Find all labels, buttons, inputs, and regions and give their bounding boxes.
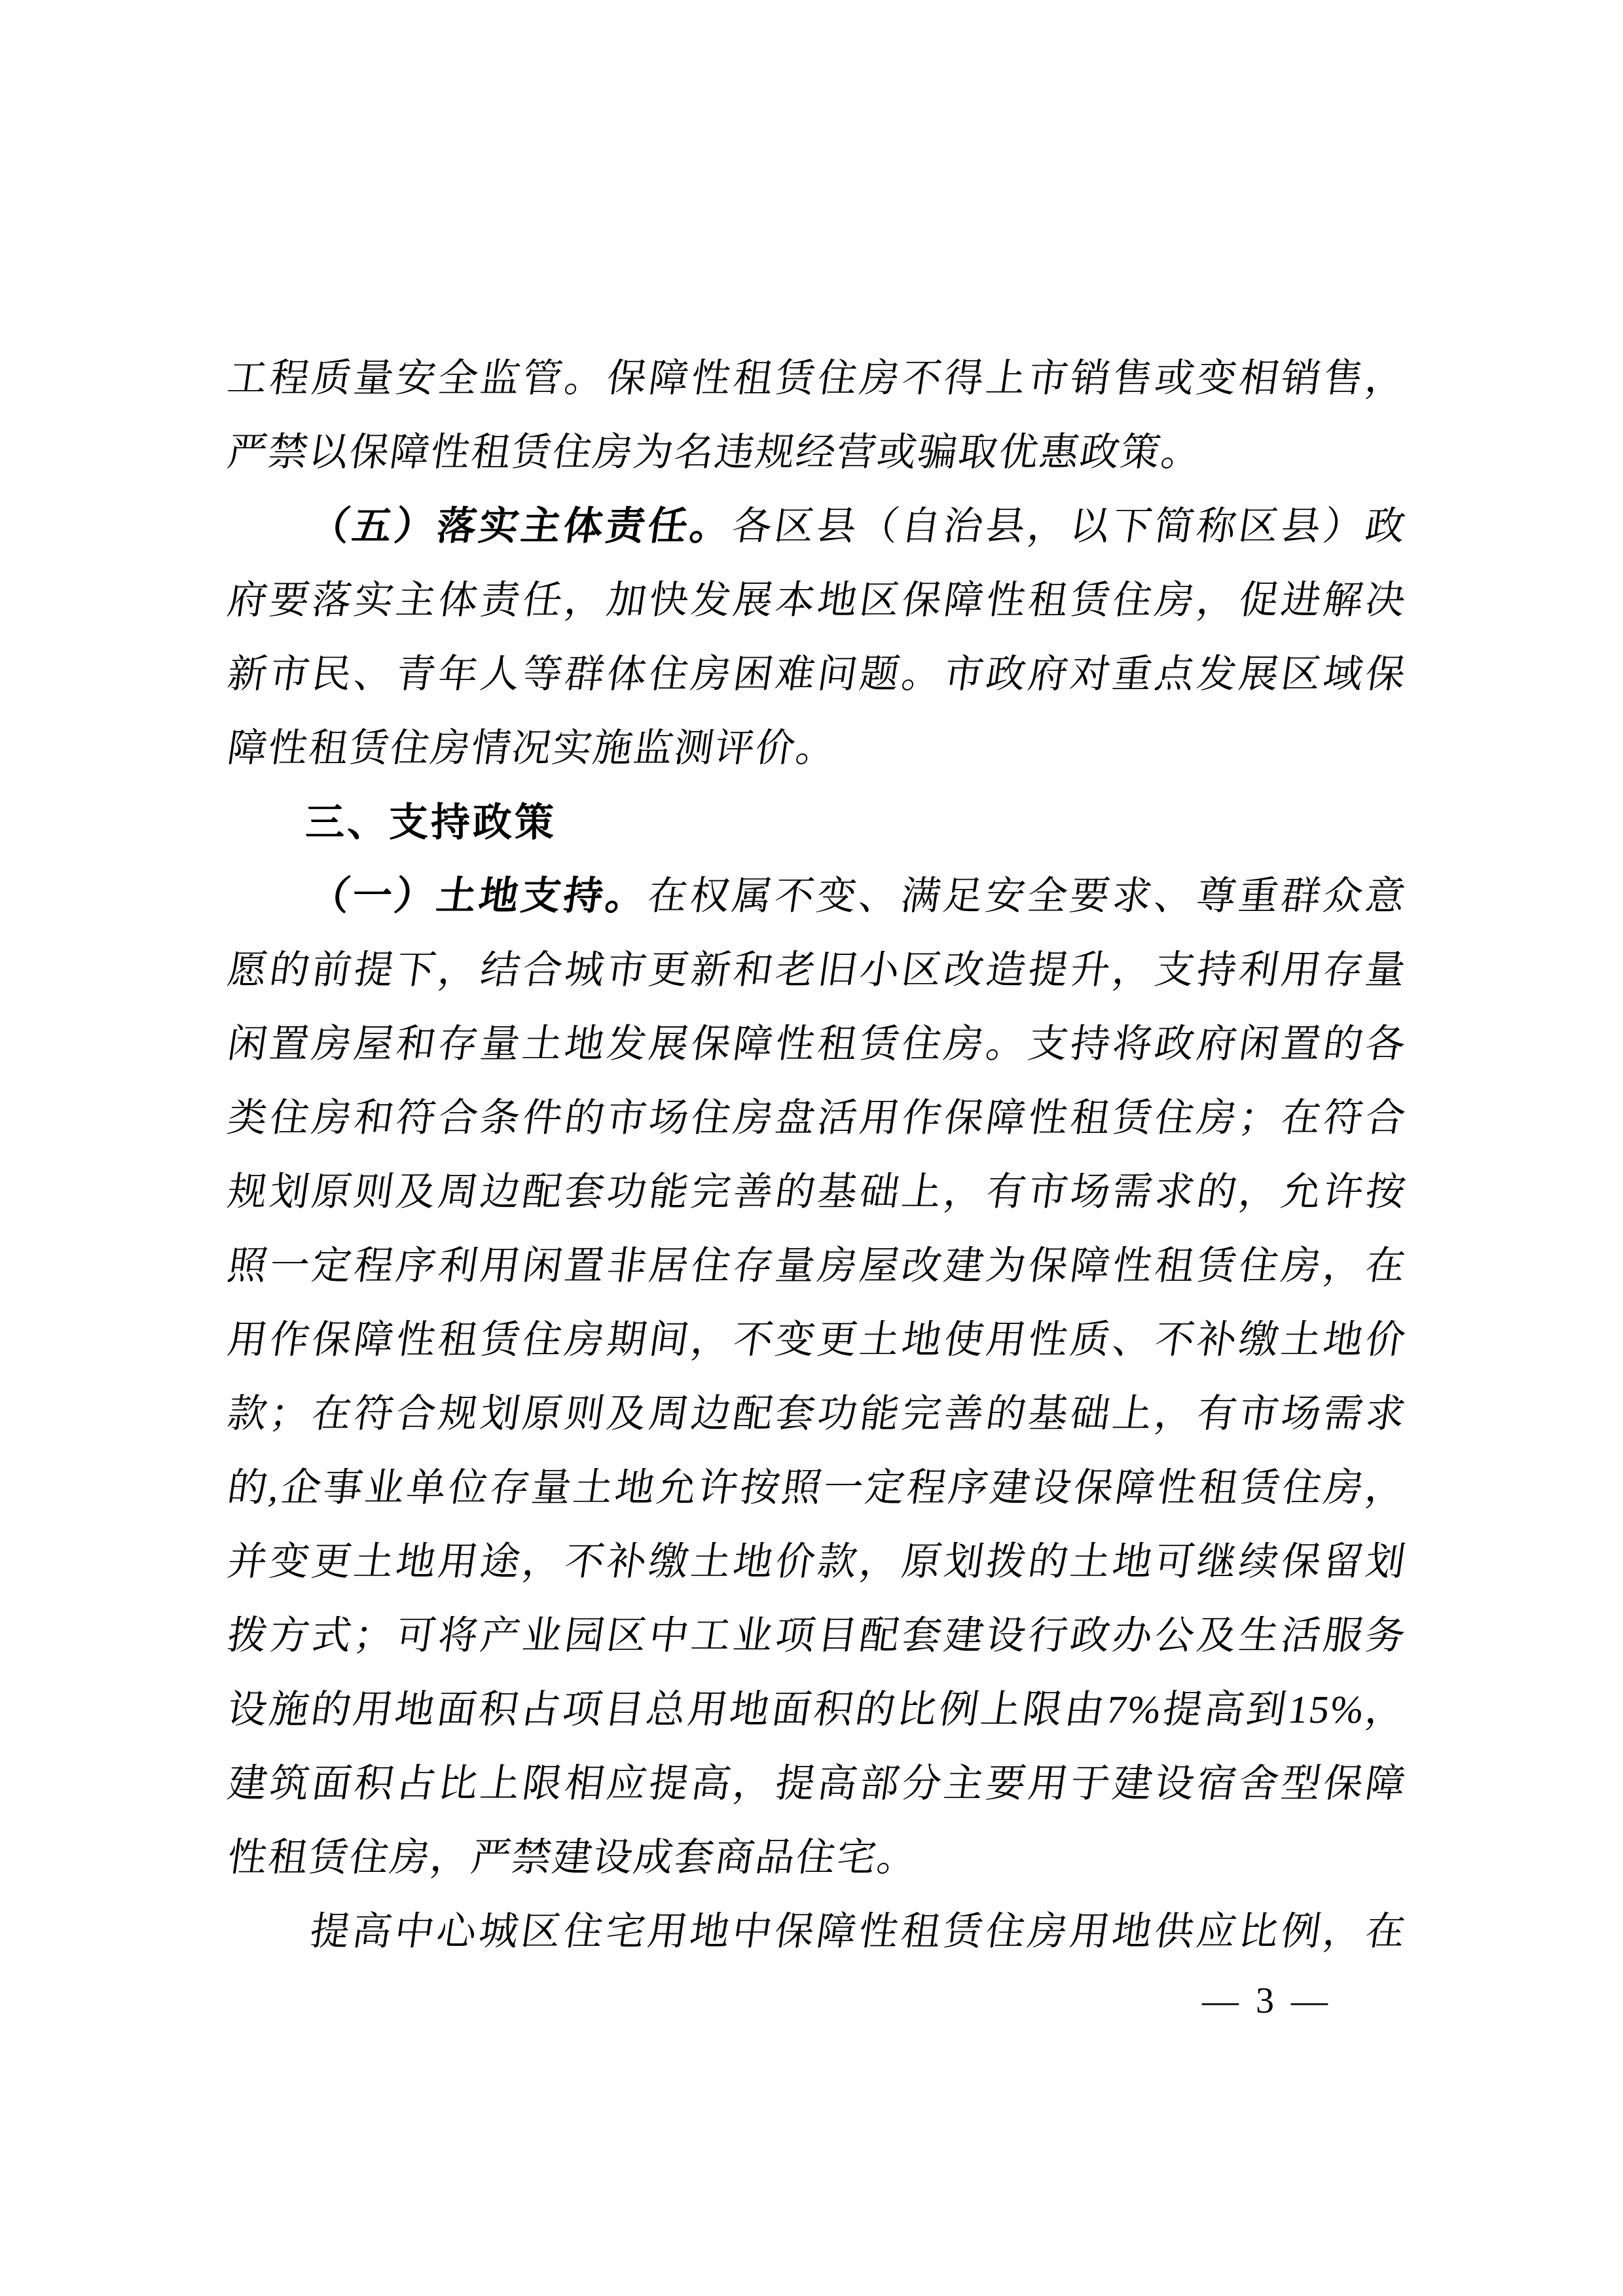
text-line	[223, 1303, 1412, 1377]
text-run: 款；在符合规划原则及周边配套功能完善的基础上，有市场需求	[225, 1392, 1410, 1435]
text-line	[223, 1377, 1412, 1451]
text-line	[223, 785, 1401, 859]
text-run: 的,企事业单位存量土地允许按照一定程序建设保障性租赁住房，	[225, 1466, 1410, 1509]
text-run: 府要落实主体责任，加快发展本地区保障性租赁住房，促进解决	[225, 579, 1410, 622]
text-run: 规划原则及周边配套功能完善的基础上，有市场需求的，允许按	[225, 1170, 1410, 1213]
text-run: 设施的用地面积占项目总用地面积的比例上限由7%提高到15%，	[225, 1688, 1410, 1731]
text-line	[223, 933, 1412, 1007]
emphasis-run: （一）土地支持。	[307, 874, 651, 918]
text-line	[223, 859, 1412, 933]
text-run: 各区县（自治县，以下简称区县）政	[729, 505, 1410, 548]
text-line	[223, 1525, 1412, 1599]
text-run: 类住房和符合条件的市场住房盘活用作保障性租赁住房；在符合	[225, 1096, 1410, 1139]
text-run: 工程质量安全监管。保障性租赁住房不得上市销售或变相销售，	[225, 357, 1410, 400]
text-line	[223, 342, 1412, 416]
text-run: 障性租赁住房情况实施监测评价。	[225, 726, 840, 770]
text-line	[223, 1007, 1412, 1081]
text-line	[223, 1895, 1412, 1969]
text-line	[223, 1599, 1412, 1673]
text-run: 新市民、青年人等群体住房困难问题。市政府对重点发展区域保	[225, 653, 1410, 696]
text-run: 照一定程序利用闲置非居住存量房屋改建为保障性租赁住房，在	[225, 1244, 1410, 1287]
text-line	[223, 1451, 1412, 1525]
text-run: 愿的前提下，结合城市更新和老旧小区改造提升，支持利用存量	[225, 948, 1410, 992]
emphasis-run: （五）落实主体责任。	[307, 505, 736, 548]
text-line	[223, 564, 1412, 637]
text-run: 建筑面积占比上限相应提高，提高部分主要用于建设宿舍型保障	[225, 1762, 1410, 1805]
text-block	[223, 342, 1410, 1969]
text-line	[223, 1673, 1412, 1747]
text-run: 拨方式；可将产业园区中工业项目配套建设行政办公及生活服务	[225, 1614, 1410, 1657]
text-line	[223, 490, 1412, 564]
text-run: 性租赁住房，严禁建设成套商品住宅。	[225, 1836, 921, 1879]
text-run: 用作保障性租赁住房期间，不变更土地使用性质、不补缴土地价	[225, 1318, 1410, 1361]
text-line	[223, 1229, 1412, 1303]
text-line	[223, 1155, 1412, 1229]
text-line	[223, 1747, 1412, 1821]
section-heading: 三、支持政策	[305, 800, 556, 844]
page-number: — 3 —	[1202, 1981, 1332, 2021]
text-run: 并变更土地用途，不补缴土地价款，原划拨的土地可继续保留划	[225, 1540, 1410, 1583]
text-line	[223, 416, 1412, 490]
text-line	[223, 637, 1412, 711]
text-line	[223, 1821, 1412, 1895]
text-run: 提高中心城区住宅用地中保障性租赁住房用地供应比例，在	[307, 1910, 1410, 1953]
text-line	[223, 1081, 1412, 1155]
text-line	[223, 711, 1412, 785]
text-run: 闲置房屋和存量土地发展保障性租赁住房。支持将政府闲置的各	[225, 1022, 1410, 1066]
text-run: 在权属不变、满足安全要求、尊重群众意	[645, 874, 1410, 918]
text-run: 严禁以保障性租赁住房为名违规经营或骗取优惠政策。	[225, 431, 1205, 474]
